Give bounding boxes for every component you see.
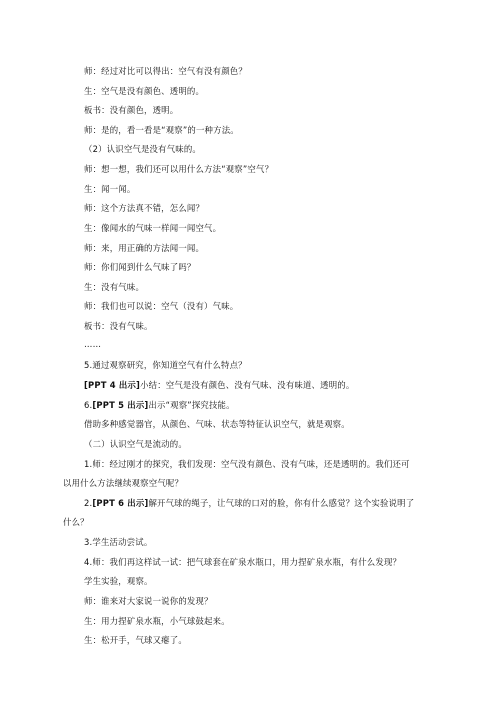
text-line-22: 以用什么方法继续观察空气呢？	[63, 478, 184, 488]
text-line-28: 师：谁来对大家说一说你的发现？	[84, 596, 213, 606]
text-line-16: 5.通过观察研究，你知道空气有什么特点？	[84, 360, 247, 370]
text-line-5: （2）认识空气是没有气味的。	[84, 144, 202, 154]
text-line-3: 板书：没有颜色，透明。	[84, 105, 179, 115]
text-line-8: 师：这个方法真不错，怎么闻？	[84, 203, 205, 213]
text-segment: 出示“观察”探究技能。	[148, 400, 235, 410]
ellipsis-line: ……	[84, 339, 102, 349]
text-line-2: 生：空气是没有颜色、透明的。	[84, 86, 205, 96]
text-line-27: 学生实验，观察。	[84, 576, 153, 586]
text-line-23	[84, 497, 414, 509]
text-line-13: 师：我们也可以说：空气（没有）气味。	[84, 301, 239, 311]
text-line-17	[84, 379, 354, 391]
text-line-1: 师：经过对比可以得出：空气有没有颜色？	[84, 66, 247, 76]
text-line-25: 3.学生活动尝试。	[84, 537, 153, 547]
text-segment: 解开气球的绳子，让气球的口对的脸，你有什么感觉？这个实验说明了	[148, 498, 415, 508]
ppt-tag: [PPT 5 出示]	[92, 400, 149, 410]
text-line-26: 4.师：我们再这样试一试：把气球套在矿泉水瓶口，用力捏矿泉水瓶，有什么发现？	[84, 557, 402, 567]
ppt-tag: [PPT 6 出示]	[92, 498, 149, 508]
text-line-10: 师：来，用正确的方法闻一闻。	[84, 243, 205, 253]
text-line-18	[84, 399, 235, 411]
text-line-29: 生：用力捏矿泉水瓶，小气球鼓起来。	[84, 616, 230, 626]
text-line-24: 什么？	[63, 517, 89, 527]
text-line-11: 师：你们闻到什么气味了吗？	[84, 262, 196, 272]
text-line-7: 生：闻一闻。	[84, 184, 136, 194]
text-line-30: 生：松开手，气球又瘪了。	[84, 635, 187, 645]
text-line-19: 借助多种感觉器官，从颜色、气味、状态等特征认识空气，就是观察。	[84, 419, 350, 429]
text-line-21: 1.师：经过刚才的探究，我们发现：空气没有颜色、没有气味，还是透明的。我们还可	[84, 459, 410, 469]
text-line-6: 师：想一想，我们还可以用什么方法“观察”空气？	[84, 164, 274, 174]
ppt-tag: [PPT 4 出示]	[84, 380, 141, 390]
text-line-9: 生：像闻水的气味一样闻一闻空气。	[84, 223, 222, 233]
text-line-14: 板书：没有气味。	[84, 321, 153, 331]
text-line-4: 师：是的，看一看是“观察”的一种方法。	[84, 125, 239, 135]
text-line-12: 生：没有气味。	[84, 282, 145, 292]
item-number: 2.	[84, 498, 93, 508]
text-segment: 小结：空气是没有颜色、没有气味、没有味道、透明的。	[140, 380, 355, 390]
item-number: 6.	[84, 400, 93, 410]
text-line-20: （二）认识空气是流动的。	[84, 439, 187, 449]
